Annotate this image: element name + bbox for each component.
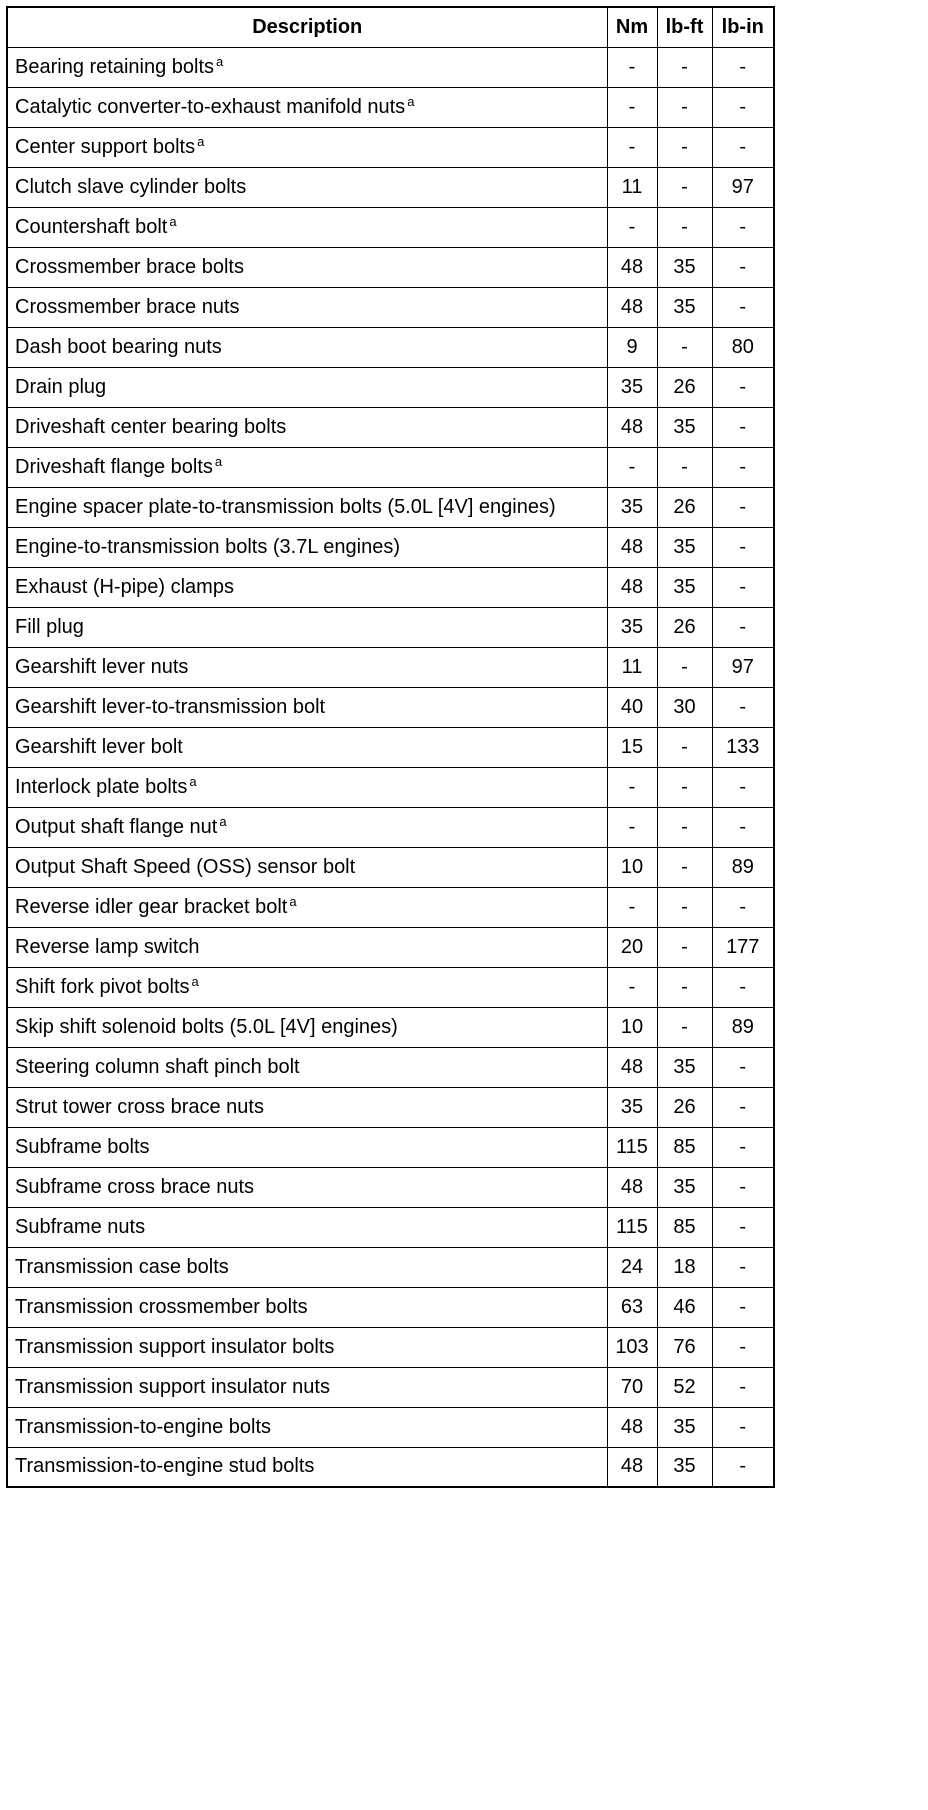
nm-value-cell: 35 — [607, 367, 657, 407]
table-row — [7, 1407, 774, 1447]
description-cell — [7, 47, 607, 87]
table-row — [7, 847, 774, 887]
description-cell — [7, 1127, 607, 1167]
table-row — [7, 1127, 774, 1167]
description-cell — [7, 767, 607, 807]
lb-in-value-cell: - — [712, 87, 774, 127]
lb-in-value-cell: - — [712, 1327, 774, 1367]
nm-value-cell: 48 — [607, 287, 657, 327]
description-text: Transmission support insulator nuts — [15, 1375, 330, 1398]
nm-value-cell: 70 — [607, 1367, 657, 1407]
lb-in-value-cell: - — [712, 407, 774, 447]
description-text: Exhaust (H-pipe) clamps — [15, 575, 234, 598]
description-cell — [7, 367, 607, 407]
lb-ft-value-cell: 35 — [657, 1447, 712, 1487]
description-text: Countershaft bolt — [15, 215, 168, 238]
lb-ft-value-cell: - — [657, 127, 712, 167]
lb-ft-value-cell: - — [657, 767, 712, 807]
lb-ft-value-cell: 52 — [657, 1367, 712, 1407]
table-row — [7, 407, 774, 447]
lb-in-value-cell: - — [712, 247, 774, 287]
lb-in-value-cell: - — [712, 567, 774, 607]
lb-in-value-cell: - — [712, 607, 774, 647]
table-row — [7, 1207, 774, 1247]
nm-value-cell: 48 — [607, 247, 657, 287]
lb-ft-value-cell: - — [657, 447, 712, 487]
lb-ft-value-cell: - — [657, 727, 712, 767]
description-text: Subframe cross brace nuts — [15, 1175, 254, 1198]
nm-value-cell: 20 — [607, 927, 657, 967]
lb-ft-value-cell: 76 — [657, 1327, 712, 1367]
nm-value-cell: 48 — [607, 527, 657, 567]
description-cell — [7, 567, 607, 607]
lb-in-value-cell: - — [712, 1127, 774, 1167]
table-row — [7, 727, 774, 767]
description-cell — [7, 287, 607, 327]
table-row — [7, 687, 774, 727]
lb-in-value-cell: - — [712, 47, 774, 87]
footnote-marker: a — [289, 893, 297, 909]
nm-value-cell: 103 — [607, 1327, 657, 1367]
table-row — [7, 367, 774, 407]
description-text: Transmission-to-engine stud bolts — [15, 1455, 315, 1478]
table-row — [7, 927, 774, 967]
lb-in-value-cell: - — [712, 127, 774, 167]
nm-value-cell: 40 — [607, 687, 657, 727]
description-text: Crossmember brace nuts — [15, 295, 240, 318]
description-cell — [7, 727, 607, 767]
description-text: Transmission support insulator bolts — [15, 1335, 335, 1358]
description-cell — [7, 407, 607, 447]
footnote-marker: a — [197, 133, 205, 149]
column-header-lb-ft: lb-ft — [657, 7, 712, 47]
table-row — [7, 607, 774, 647]
lb-in-value-cell: - — [712, 527, 774, 567]
nm-value-cell: - — [607, 447, 657, 487]
description-cell — [7, 807, 607, 847]
description-text: Engine-to-transmission bolts (3.7L engines) — [15, 535, 401, 558]
table-row — [7, 567, 774, 607]
description-text: Reverse idler gear bracket bolt — [15, 895, 288, 918]
nm-value-cell: 48 — [607, 407, 657, 447]
description-cell — [7, 1167, 607, 1207]
lb-ft-value-cell: 35 — [657, 527, 712, 567]
description-cell — [7, 847, 607, 887]
lb-ft-value-cell: 26 — [657, 487, 712, 527]
footnote-marker: a — [219, 813, 227, 829]
description-text: Clutch slave cylinder bolts — [15, 175, 247, 198]
lb-in-value-cell: - — [712, 207, 774, 247]
lb-ft-value-cell: 26 — [657, 367, 712, 407]
lb-in-value-cell: - — [712, 447, 774, 487]
nm-value-cell: 115 — [607, 1127, 657, 1167]
description-text: Interlock plate bolts — [15, 775, 188, 798]
nm-value-cell: 10 — [607, 847, 657, 887]
lb-in-value-cell: - — [712, 1407, 774, 1447]
description-text: Gearshift lever nuts — [15, 655, 189, 678]
lb-ft-value-cell: 35 — [657, 1167, 712, 1207]
header-row — [7, 7, 774, 47]
lb-in-value-cell: - — [712, 1047, 774, 1087]
table-row — [7, 1327, 774, 1367]
lb-in-value-cell: - — [712, 967, 774, 1007]
description-text: Gearshift lever bolt — [15, 735, 183, 758]
description-text: Reverse lamp switch — [15, 935, 200, 958]
table-row — [7, 1247, 774, 1287]
footnote-marker: a — [169, 213, 177, 229]
nm-value-cell: - — [607, 127, 657, 167]
lb-ft-value-cell: 35 — [657, 287, 712, 327]
table-row — [7, 1087, 774, 1127]
lb-ft-value-cell: - — [657, 327, 712, 367]
nm-value-cell: - — [607, 887, 657, 927]
nm-value-cell: 24 — [607, 1247, 657, 1287]
lb-ft-value-cell: 35 — [657, 567, 712, 607]
table-row — [7, 1367, 774, 1407]
lb-in-value-cell: - — [712, 1447, 774, 1487]
lb-in-value-cell: - — [712, 1247, 774, 1287]
table-row — [7, 87, 774, 127]
nm-value-cell: 35 — [607, 487, 657, 527]
table-row — [7, 767, 774, 807]
description-cell — [7, 1287, 607, 1327]
nm-value-cell: 48 — [607, 1407, 657, 1447]
description-text: Gearshift lever-to-transmission bolt — [15, 695, 326, 718]
lb-ft-value-cell: 35 — [657, 407, 712, 447]
description-text: Transmission crossmember bolts — [15, 1295, 308, 1318]
table-row — [7, 487, 774, 527]
column-header-nm: Nm — [607, 7, 657, 47]
table-row — [7, 447, 774, 487]
description-text: Shift fork pivot bolts — [15, 975, 190, 998]
description-text: Transmission-to-engine bolts — [15, 1415, 272, 1438]
nm-value-cell: 63 — [607, 1287, 657, 1327]
description-cell — [7, 647, 607, 687]
nm-value-cell: - — [607, 967, 657, 1007]
lb-ft-value-cell: 35 — [657, 1047, 712, 1087]
table-row — [7, 1447, 774, 1487]
lb-ft-value-cell: - — [657, 647, 712, 687]
description-cell — [7, 527, 607, 567]
description-text: Catalytic converter-to-exhaust manifold nuts — [15, 95, 406, 118]
description-cell — [7, 127, 607, 167]
table-row — [7, 647, 774, 687]
lb-in-value-cell: - — [712, 1087, 774, 1127]
description-text: Output shaft flange nut — [15, 815, 218, 838]
nm-value-cell: 48 — [607, 567, 657, 607]
column-header-description: Description — [7, 7, 607, 47]
nm-value-cell: - — [607, 767, 657, 807]
description-text: Subframe bolts — [15, 1135, 150, 1158]
column-header-lb-in: lb-in — [712, 7, 774, 47]
lb-in-value-cell: - — [712, 1287, 774, 1327]
lb-ft-value-cell: - — [657, 807, 712, 847]
description-cell — [7, 1047, 607, 1087]
lb-in-value-cell: - — [712, 287, 774, 327]
nm-value-cell: 48 — [607, 1047, 657, 1087]
description-text: Bearing retaining bolts — [15, 55, 215, 78]
description-text: Driveshaft center bearing bolts — [15, 415, 287, 438]
description-cell — [7, 607, 607, 647]
description-text: Subframe nuts — [15, 1215, 146, 1238]
table-row — [7, 127, 774, 167]
lb-in-value-cell: 133 — [712, 727, 774, 767]
nm-value-cell: 35 — [607, 1087, 657, 1127]
table-row — [7, 1047, 774, 1087]
description-text: Center support bolts — [15, 135, 196, 158]
table-row — [7, 1167, 774, 1207]
table-body — [7, 47, 774, 1487]
lb-in-value-cell: 89 — [712, 1007, 774, 1047]
lb-in-value-cell: 177 — [712, 927, 774, 967]
lb-ft-value-cell: - — [657, 207, 712, 247]
footnote-marker: a — [407, 93, 415, 109]
table-row — [7, 47, 774, 87]
lb-in-value-cell: - — [712, 767, 774, 807]
lb-ft-value-cell: - — [657, 1007, 712, 1047]
lb-ft-value-cell: 18 — [657, 1247, 712, 1287]
lb-ft-value-cell: 85 — [657, 1207, 712, 1247]
lb-in-value-cell: - — [712, 887, 774, 927]
nm-value-cell: 11 — [607, 167, 657, 207]
table-row — [7, 527, 774, 567]
lb-in-value-cell: 89 — [712, 847, 774, 887]
lb-in-value-cell: - — [712, 487, 774, 527]
description-text: Skip shift solenoid bolts (5.0L [4V] engines) — [15, 1015, 398, 1038]
table-row — [7, 247, 774, 287]
lb-ft-value-cell: 30 — [657, 687, 712, 727]
nm-value-cell: - — [607, 87, 657, 127]
lb-in-value-cell: - — [712, 367, 774, 407]
lb-in-value-cell: 97 — [712, 167, 774, 207]
lb-in-value-cell: 97 — [712, 647, 774, 687]
table-row — [7, 1007, 774, 1047]
description-cell — [7, 927, 607, 967]
table-row — [7, 167, 774, 207]
description-cell — [7, 687, 607, 727]
lb-ft-value-cell: 46 — [657, 1287, 712, 1327]
table-row — [7, 807, 774, 847]
description-cell — [7, 167, 607, 207]
lb-ft-value-cell: 85 — [657, 1127, 712, 1167]
table-row — [7, 287, 774, 327]
description-text: Transmission case bolts — [15, 1255, 229, 1278]
description-cell — [7, 1087, 607, 1127]
table-row — [7, 967, 774, 1007]
nm-value-cell: 15 — [607, 727, 657, 767]
lb-ft-value-cell: - — [657, 887, 712, 927]
footnote-marker: a — [189, 773, 197, 789]
description-cell — [7, 1447, 607, 1487]
lb-ft-value-cell: 26 — [657, 607, 712, 647]
nm-value-cell: 9 — [607, 327, 657, 367]
description-text: Driveshaft flange bolts — [15, 455, 213, 478]
description-cell — [7, 967, 607, 1007]
description-text: Fill plug — [15, 615, 84, 638]
nm-value-cell: 35 — [607, 607, 657, 647]
description-cell — [7, 887, 607, 927]
footnote-marker: a — [191, 973, 199, 989]
description-cell — [7, 1247, 607, 1287]
description-cell — [7, 1207, 607, 1247]
description-text: Output Shaft Speed (OSS) sensor bolt — [15, 855, 356, 878]
table-row — [7, 887, 774, 927]
description-cell — [7, 447, 607, 487]
footnote-marker: a — [214, 453, 223, 469]
description-text: Engine spacer plate-to-transmission bolts (5.0L [4V] engines) — [15, 495, 556, 518]
lb-ft-value-cell: - — [657, 927, 712, 967]
nm-value-cell: 10 — [607, 1007, 657, 1047]
nm-value-cell: - — [607, 47, 657, 87]
lb-in-value-cell: - — [712, 1207, 774, 1247]
description-cell — [7, 87, 607, 127]
lb-in-value-cell: - — [712, 687, 774, 727]
lb-ft-value-cell: 35 — [657, 1407, 712, 1447]
description-text: Drain plug — [15, 375, 107, 398]
lb-in-value-cell: - — [712, 807, 774, 847]
nm-value-cell: 48 — [607, 1447, 657, 1487]
lb-ft-value-cell: - — [657, 87, 712, 127]
lb-in-value-cell: 80 — [712, 327, 774, 367]
table-header — [7, 7, 774, 47]
nm-value-cell: 11 — [607, 647, 657, 687]
description-cell — [7, 1407, 607, 1447]
table-row — [7, 1287, 774, 1327]
description-cell — [7, 1007, 607, 1047]
description-text: Crossmember brace bolts — [15, 255, 244, 278]
lb-ft-value-cell: 35 — [657, 247, 712, 287]
table-row — [7, 207, 774, 247]
lb-ft-value-cell: - — [657, 47, 712, 87]
description-cell — [7, 207, 607, 247]
lb-ft-value-cell: - — [657, 167, 712, 207]
description-cell — [7, 327, 607, 367]
lb-ft-value-cell: 26 — [657, 1087, 712, 1127]
nm-value-cell: 115 — [607, 1207, 657, 1247]
description-cell — [7, 1327, 607, 1367]
nm-value-cell: - — [607, 207, 657, 247]
lb-ft-value-cell: - — [657, 847, 712, 887]
footnote-marker: a — [216, 53, 224, 69]
description-cell — [7, 1367, 607, 1407]
table-row — [7, 327, 774, 367]
lb-in-value-cell: - — [712, 1167, 774, 1207]
description-text: Strut tower cross brace nuts — [15, 1095, 264, 1118]
description-text: Dash boot bearing nuts — [15, 335, 222, 358]
nm-value-cell: - — [607, 807, 657, 847]
torque-specification-table — [6, 6, 775, 1488]
description-text: Steering column shaft pinch bolt — [15, 1055, 300, 1078]
description-cell — [7, 487, 607, 527]
description-cell — [7, 247, 607, 287]
lb-ft-value-cell: - — [657, 967, 712, 1007]
lb-in-value-cell: - — [712, 1367, 774, 1407]
nm-value-cell: 48 — [607, 1167, 657, 1207]
